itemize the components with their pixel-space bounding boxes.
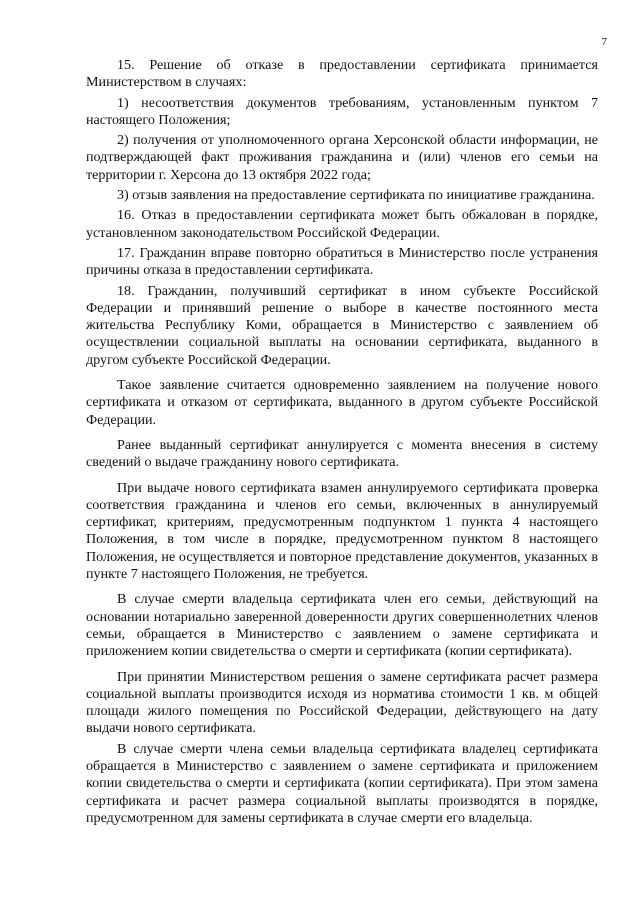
paragraph-17: 17. Гражданин вправе повторно обратиться в Министерство после устранения причины отказа в предоставлении сертификата. bbox=[86, 244, 598, 279]
paragraph-18: 18. Гражданин, получивший сертификат в ином субъекте Российской Федерации и принявший решение о выборе в качестве постоянного места жительства Республику Коми, обращается в Министерство с заявлением об осуществлении социальной выплаты на основании сертификата, выданного в другом субъекте Российской Федерации. bbox=[86, 282, 598, 368]
paragraph-15-item-3: 3) отзыв заявления на предоставление сертификата по инициативе гражданина. bbox=[117, 187, 595, 204]
paragraph-15: 15. Решение об отказе в предоставлении сертификата принимается Министерством в случаях: bbox=[86, 57, 598, 91]
paragraph-18-statement: Такое заявление считается одновременно заявлением на получение нового сертификата и отказом от сертификата, выданного в другом субъекте Российской Федерации. bbox=[86, 377, 598, 428]
paragraph-18-member-death: В случае смерти члена семьи владельца сертификата владелец сертификата обращается в Министерство с заявлением о замене сертификата и приложением копии свидетельства о смерти и сертификата (копии сертификата). При этом замена сертификата и расчет размера социальной выплаты производятся в порядке, предусмотренном для замены сертификата в случае смерти его владельца. bbox=[86, 740, 598, 826]
paragraph-15-item-2: 2) получения от уполномоченного органа Херсонской области информации, не подтверждающей факт проживания гражданина и (или) членов его семьи на территории г. Херсона до 13 октября 2022 года; bbox=[86, 132, 598, 183]
document-body bbox=[86, 57, 598, 830]
paragraph-15-item-1: 1) несоответствия документов требованиям, установленным пунктом 7 настоящего Положения; bbox=[86, 94, 598, 128]
page-number: 7 bbox=[601, 36, 607, 48]
paragraph-18-annulment: Ранее выданный сертификат аннулируется с момента внесения в систему сведений о выдаче гражданину нового сертификата. bbox=[86, 436, 598, 471]
paragraph-18-owner-death: В случае смерти владельца сертификата член его семьи, действующий на основании нотариально заверенной доверенности других совершеннолетних членов семьи, обращается в Министерство с заявлением о замене сертификата и приложением копии свидетельства о смерти и сертификата (копии сертификата). bbox=[86, 591, 598, 660]
paragraph-16: 16. Отказ в предоставлении сертификата может быть обжалован в порядке, установленном законодательством Российской Федерации. bbox=[86, 207, 598, 241]
paragraph-18-new-certificate: При выдаче нового сертификата взамен аннулируемого сертификата проверка соответствия гражданина и членов его семьи, включенных в аннулируемый сертификат, критериям, предусмотренным подпунктом 1 пункта 4 настоящего Положения, в том числе в порядке, предусмотренном пунктом 8 настоящего Положения, не осуществляется и повторное представление документов, указанных в пункте 7 настоящего Положения, не требуется. bbox=[86, 479, 598, 583]
paragraph-18-replacement-calc: При принятии Министерством решения о замене сертификата расчет размера социальной выплаты производится исходя из норматива стоимости 1 кв. м общей площади жилого помещения по Российской Федерации, действующего на дату выдачи нового сертификата. bbox=[86, 668, 598, 737]
